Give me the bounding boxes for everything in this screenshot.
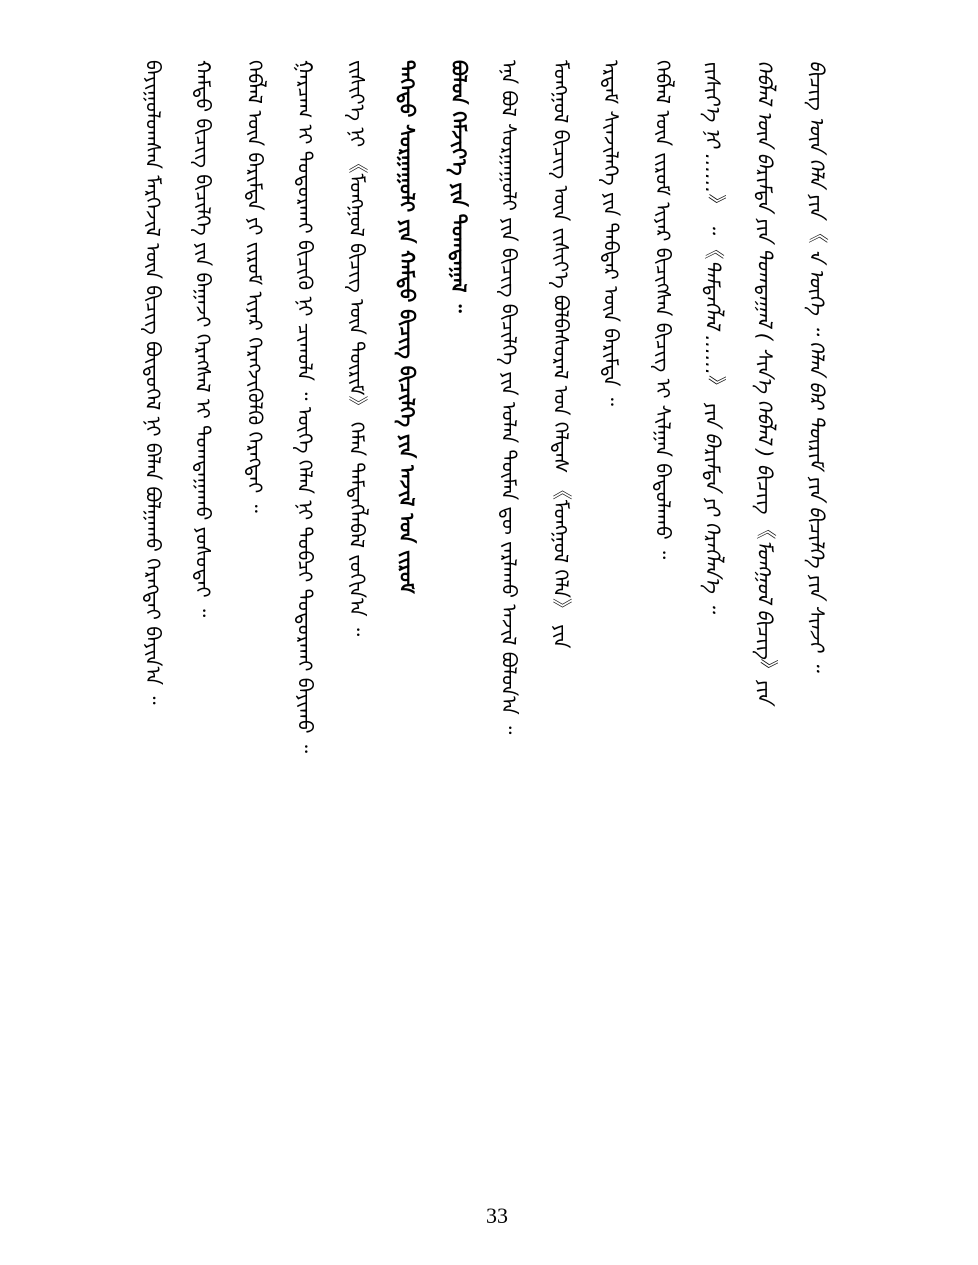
text-column-3: ᠬᠡᠪᠯᠡᠯ ᠦᠨ ᠪᠠᠷᠢᠮᠲᠠ ᠶᠢ ᠵᠢᠷᠤᠮ ᠢᠶᠠᠷ ᠬᠡᠷᠡᠭᠵᠢᠭᠦᠯᠬᠦ ᠬᠡᠷᠡᠭᠲᠡᠢ ᠃ xyxy=(243,60,267,513)
page-number: 33 xyxy=(486,1203,508,1228)
heading-column-2: ᠪᠤᠯᠤᠨ ᠬᠡᠮᠵᠢᠶ᠎ᠡ ᠶᠢᠨ ᠲᠣᠭᠲᠠᠭᠠᠯ ᠃ xyxy=(447,60,471,313)
text-column-12: ᠪᠢᠴᠢᠭ ᠦᠨ ᠬᠡᠯᠡ ᠶᠢᠨ 《 ᠊ᠠ ᠦᠭᠡ ᠃ ᠬᠡᠯᠡᠨ ᠪᠠᠷ ᠳᠦᠷᠢᠮ ᠶᠢᠨ ᠪᠢᠴᠢᠯᠭᠡ ᠶᠢᠨ ᠰᠢᠨᠵᠢ ᠃ xyxy=(805,60,829,671)
text-column-2: ᠬᠠᠮᠲᠤ ᠪᠢᠴᠢᠭ ᠪᠢᠴᠢᠯᠭᠡ ᠶᠢᠨ ᠪᠠᠭᠠᠵᠢ ᠬᠡᠷᠡᠭᠰᠡᠯ ᠢ ᠲᠣᠭᠲᠠᠭᠠᠬᠤ ᠶᠤᠰᠤᠲᠠᠢ ᠃ xyxy=(191,60,215,618)
text-column-1: ᠪᠠᠶᠢᠭᠤᠯᠤᠭᠰᠠᠨ ᠮᠡᠷᠭᠡᠵᠢᠯ ᠦᠨ ᠪᠢᠴᠢᠭ ᠪᠦᠲᠦᠭᠡᠯ ᠨᠢ ᠪᠡᠯᠡᠨ ᠪᠣᠯᠭᠠᠬᠤ ᠬᠡᠷᠡᠭᠲᠡᠢ ᠪᠠᠶᠢᠨ᠎ᠠ ᠃ xyxy=(141,60,165,705)
text-column-10: ᠵᠢᠱᠢᠶ᠎ᠡ ᠨᠢ ……》 ᠃ 《ᠲᠡᠮᠳᠡᠭᠯᠡᠯ ……》 ᠶᠢᠨ ᠪᠠᠷᠢᠮᠲᠠ ᠶᠢ ᠬᠡᠷᠡᠭᠯᠡᠨ᠎ᠡ ᠃ xyxy=(701,60,725,613)
text-column-7: ᠮᠣᠩᠭᠣᠯ ᠪᠢᠴᠢᠭ ᠦᠨ ᠵᠢᠱᠢᠶ᠎ᠡ ᠪᠣᠯᠪᠠᠰᠤᠷᠠᠯ ᠤᠨ ᠬᠡᠯᠲᠡᠰ 《ᠮᠣᠩᠭᠣᠯ ᠬᠡᠯᠡ》 ᠶᠢᠨ xyxy=(549,60,573,649)
text-column-11: ᠬᠡᠪᠯᠡᠯ ᠦᠨ ᠪᠠᠷᠢᠮᠲᠠ ᠶᠢᠨ ᠲᠣᠭᠲᠠᠭᠠᠯ ( ᠰᠢᠨ᠎ᠡ ᠬᠡᠪᠯᠡᠯ ) ᠪᠢᠴᠢᠭ 《ᠮᠣᠩᠭᠣᠯ ᠪᠢᠴᠢᠭ》ᠶᠢᠨ xyxy=(753,60,777,703)
heading-column-1: ᠳᠡᠭᠡᠳᠦ ᠰᠤᠷᠭᠠᠭᠤᠯᠢ ᠶᠢᠨ ᠬᠠᠮᠲᠤ ᠪᠢᠴᠢᠭ ᠪᠢᠴᠢᠯᠭᠡ ᠶᠢᠨ ᠠᠵᠢᠯ ᠤᠨ ᠵᠢᠷᠤᠮ xyxy=(395,60,419,594)
text-column-4: ᠭᠠᠷᠴᠠᠭ ᠢ ᠲᠣᠳᠣᠷᠬᠠᠢ ᠪᠢᠴᠢᠬᠦ ᠨᠢ ᠴᠢᠬᠤᠯᠠ ᠃ ᠦᠭᠡ ᠬᠡᠯᠡᠨ ᠨᠢ ᠲᠣᠪᠴᠢ ᠲᠣᠳᠣᠷᠬᠠᠢ ᠪᠠᠶᠢᠬᠤ ᠃ xyxy=(293,60,317,754)
text-column-6: ᠡᠨᠡ ᠪᠣᠯ ᠰᠤᠷᠭᠠᠭᠤᠯᠢ ᠶᠢᠨ ᠪᠢᠴᠢᠭ ᠪᠢᠴᠢᠯᠭᠡ ᠶᠢᠨ ᠣᠯᠠᠨ ᠲᠦᠮᠡᠨ ᠳᠦ ᠵᠠᠷᠯᠠᠬᠤ ᠠᠵᠢᠯ ᠪᠣᠯᠤᠨ᠎ᠠ ᠃ xyxy=(497,60,521,735)
text-column-8: ᠡᠷᠳᠡᠮ ᠰᠢᠨᠵᠢᠯᠡᠭᠡ ᠶᠢᠨ ᠳᠡᠪᠲᠡᠷ ᠦᠨ ᠪᠠᠷᠢᠮᠲᠠ ᠃ xyxy=(599,60,623,406)
text-column-5: ᠵᠢᠱᠢᠶ᠎ᠡ ᠨᠢ 《ᠮᠣᠩᠭᠣᠯ ᠪᠢᠴᠢᠭ ᠦᠨ ᠳᠦᠷᠢᠮ》 ᠬᠡᠮᠡᠨ ᠲᠡᠮᠳᠡᠭᠯᠡᠪᠡᠯ ᠵᠣᠬᠢᠨ᠎ᠠ ᠃ xyxy=(345,60,369,637)
text-column-9: ᠬᠡᠪᠯᠡᠯ ᠦᠨ ᠵᠢᠷᠤᠮ ᠢᠶᠠᠷ ᠪᠢᠴᠢᠭᠰᠡᠨ ᠪᠢᠴᠢᠭ ᠢ ᠰᠢᠯᠭᠠᠨ ᠪᠠᠲᠤᠯᠠᠬᠤ ᠃ xyxy=(651,60,675,560)
